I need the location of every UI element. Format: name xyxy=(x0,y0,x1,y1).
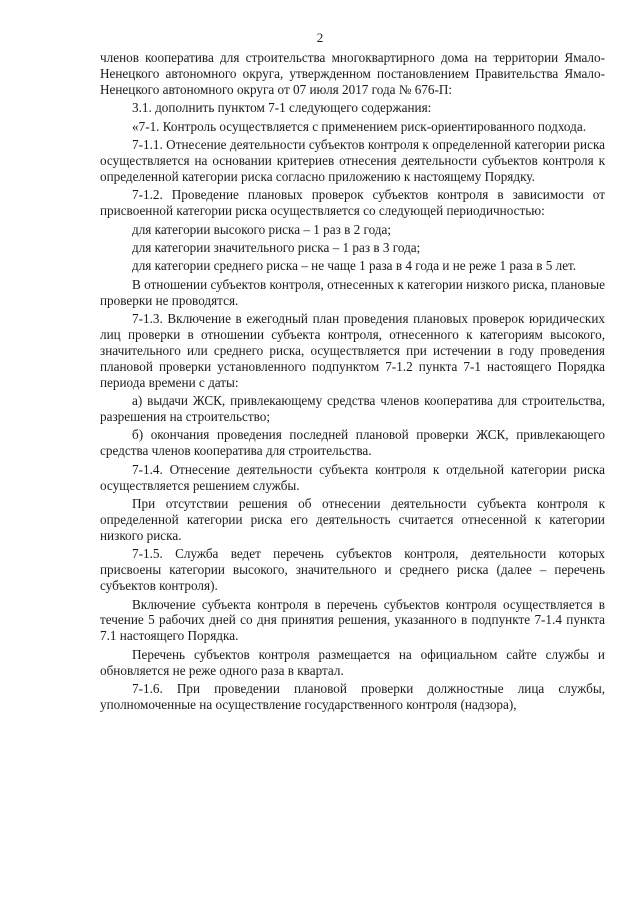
paragraph-inclusion: Включение субъекта контроля в перечень субъектов контроля осуществляется в течение 5 рабочих дней со дня принятия решения, указанного в подпункте 7-1.4 пункта 7.1 настоящего Порядка. xyxy=(100,596,605,644)
document-body xyxy=(100,50,605,715)
paragraph-low-risk: В отношении субъектов контроля, отнесенных к категории низкого риска, плановые проверки не проводятся. xyxy=(100,276,605,308)
paragraph-7-1-3: 7-1.3. Включение в ежегодный план проведения плановых проверок юридических лиц проверки в отношении субъекта контроля, отнесенного к категориям высокого, значительного или среднего риска, осуществляется при истечении в году проведения плановой проверки установленного подпунктом 7-1.2 пункта 7-1 настоящего Порядка периода времени с даты: xyxy=(100,311,605,390)
paragraph-7-1-5: 7-1.5. Служба ведет перечень субъектов контроля, деятельности которых присвоены категории высокого, значительного и среднего риска (далее – перечень субъектов контроля). xyxy=(100,546,605,594)
paragraph-7-1-2: 7-1.2. Проведение плановых проверок субъектов контроля в зависимости от присвоенной категории риска осуществляется со следующей периодичностью: xyxy=(100,187,605,219)
paragraph-item-b: б) окончания проведения последней плановой проверки ЖСК, привлекающего средства членов кооператива для строительства. xyxy=(100,427,605,459)
paragraph-no-decision: При отсутствии решения об отнесении деятельности субъекта контроля к определенной категории риска его деятельность считается отнесенной к категории низкого риска. xyxy=(100,496,605,543)
paragraph-3-1: 3.1. дополнить пунктом 7-1 следующего содержания: xyxy=(132,100,432,116)
paragraph-7-1: «7-1. Контроль осуществляется с применением риск-ориентированного подхода. xyxy=(132,118,587,134)
paragraph-item-a: а) выдачи ЖСК, привлекающему средства членов кооператива для строительства, разрешения на строительство; xyxy=(100,393,605,425)
paragraph-high-risk: для категории высокого риска – 1 раз в 2 года; xyxy=(132,221,392,237)
paragraph-7-1-6: 7-1.6. При проведении плановой проверки должностные лица службы, уполномоченные на осуществление государственного контроля (надзора), xyxy=(100,681,605,712)
paragraph-medium-risk: для категории среднего риска – не чаще 1 раза в 4 года и не реже 1 раза в 5 лет. xyxy=(132,258,577,274)
paragraph-intro: членов кооператива для строительства многоквартирного дома на территории Ямало-Ненецкого автономного округа, утвержденном постановлением Правительства Ямало-Ненецкого автономного округа от 07 июля 2017 года № 676-П: xyxy=(100,50,605,97)
page-number: 2 xyxy=(316,30,324,45)
paragraph-list-published: Перечень субъектов контроля размещается на официальном сайте службы и обновляется не реже одного раза в квартал. xyxy=(100,646,605,678)
paragraph-7-1-1: 7-1.1. Отнесение деятельности субъектов контроля к определенной категории риска осуществляется на основании критериев отнесения деятельности субъектов контроля к определенной категории риска согласно приложению к настоящему Порядку. xyxy=(100,137,605,184)
paragraph-7-1-4: 7-1.4. Отнесение деятельности субъекта контроля к отдельной категории риска осуществляется решением службы. xyxy=(100,461,605,493)
paragraph-significant-risk: для категории значительного риска – 1 раз в 3 года; xyxy=(132,239,421,255)
